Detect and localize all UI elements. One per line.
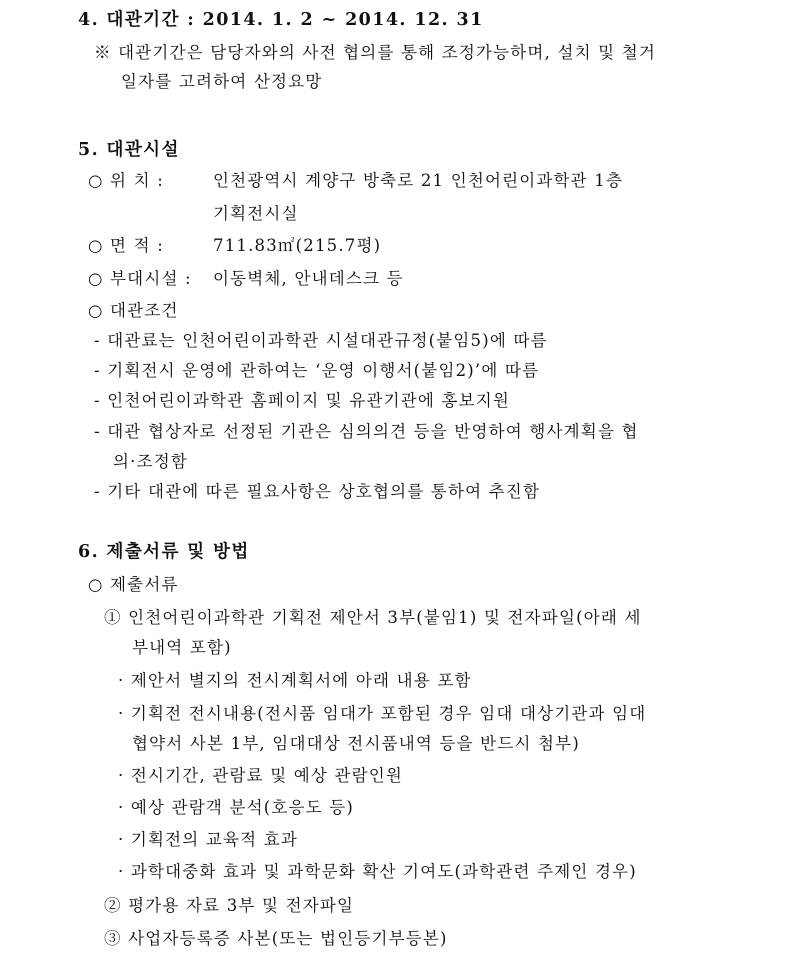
condition-item: - 인천어린이과학관 홈페이지 및 유관기관에 홍보지원 <box>94 391 511 410</box>
section-5-heading: 5. 대관시설 <box>78 140 180 160</box>
doc-bullet: · 기획전 전시내용(전시품 임대가 포함된 경우 임대 대상기관과 임대 <box>118 704 647 723</box>
doc-bullet-cont: 협약서 사본 1부, 임대대상 전시품내역 등을 반드시 첨부) <box>132 734 580 753</box>
condition-item-cont: 의·조정함 <box>113 452 189 471</box>
facilities-value: 이동벽체, 안내데스크 등 <box>213 269 404 288</box>
conditions-label: ○ 대관조건 <box>88 301 179 320</box>
doc-bullet: · 전시기간, 관람료 및 예상 관람인원 <box>118 766 404 785</box>
doc-item-3: ③ 사업자등록증 사본(또는 법인등기부등본) <box>104 929 448 948</box>
section-4-note-cont: 일자를 고려하여 산정요망 <box>121 72 323 91</box>
section-6-heading: 6. 제출서류 및 방법 <box>78 542 250 562</box>
area-value: 711.83㎡(215.7평) <box>213 236 382 255</box>
location-value: 인천광역시 계양구 방축로 21 인천어린이과학관 1층 <box>213 171 624 190</box>
doc-bullet: · 과학대중화 효과 및 과학문화 확산 기여도(과학관련 주제인 경우) <box>118 862 637 881</box>
doc-bullet: · 기획전의 교육적 효과 <box>118 830 299 849</box>
submission-docs-label: ○ 제출서류 <box>88 575 179 594</box>
area-label: ○ 면 적 : <box>88 236 164 255</box>
condition-item: - 대관 협상자로 선정된 기관은 심의의견 등을 반영하여 행사계획을 협 <box>94 422 639 441</box>
condition-item: - 기타 대관에 따른 필요사항은 상호협의를 통하여 추진함 <box>94 482 541 501</box>
doc-item-1-cont: 부내역 포함) <box>132 638 232 657</box>
doc-bullet: · 제안서 별지의 전시계획서에 아래 내용 포함 <box>118 671 472 690</box>
condition-item: - 기획전시 운영에 관하여는 ‘운영 이행서(붙임2)’에 따름 <box>94 361 540 380</box>
condition-item: - 대관료는 인천어린이과학관 시설대관규정(붙임5)에 따름 <box>94 331 548 350</box>
doc-bullet: · 예상 관람객 분석(호응도 등) <box>118 798 355 817</box>
location-value-cont: 기획전시실 <box>213 204 299 223</box>
doc-item-1: ① 인천어린이과학관 기획전 제안서 3부(붙임1) 및 전자파일(아래 세 <box>104 608 642 627</box>
location-label: ○ 위 치 : <box>88 171 164 190</box>
section-4-note: ※ 대관기간은 담당자와의 사전 협의를 통해 조정가능하며, 설치 및 철거 <box>94 43 657 62</box>
facilities-label: ○ 부대시설 : <box>88 269 192 288</box>
doc-item-2: ② 평가용 자료 3부 및 전자파일 <box>104 896 355 915</box>
section-4-heading: 4. 대관기간 : 2014. 1. 2 ~ 2014. 12. 31 <box>78 10 484 30</box>
